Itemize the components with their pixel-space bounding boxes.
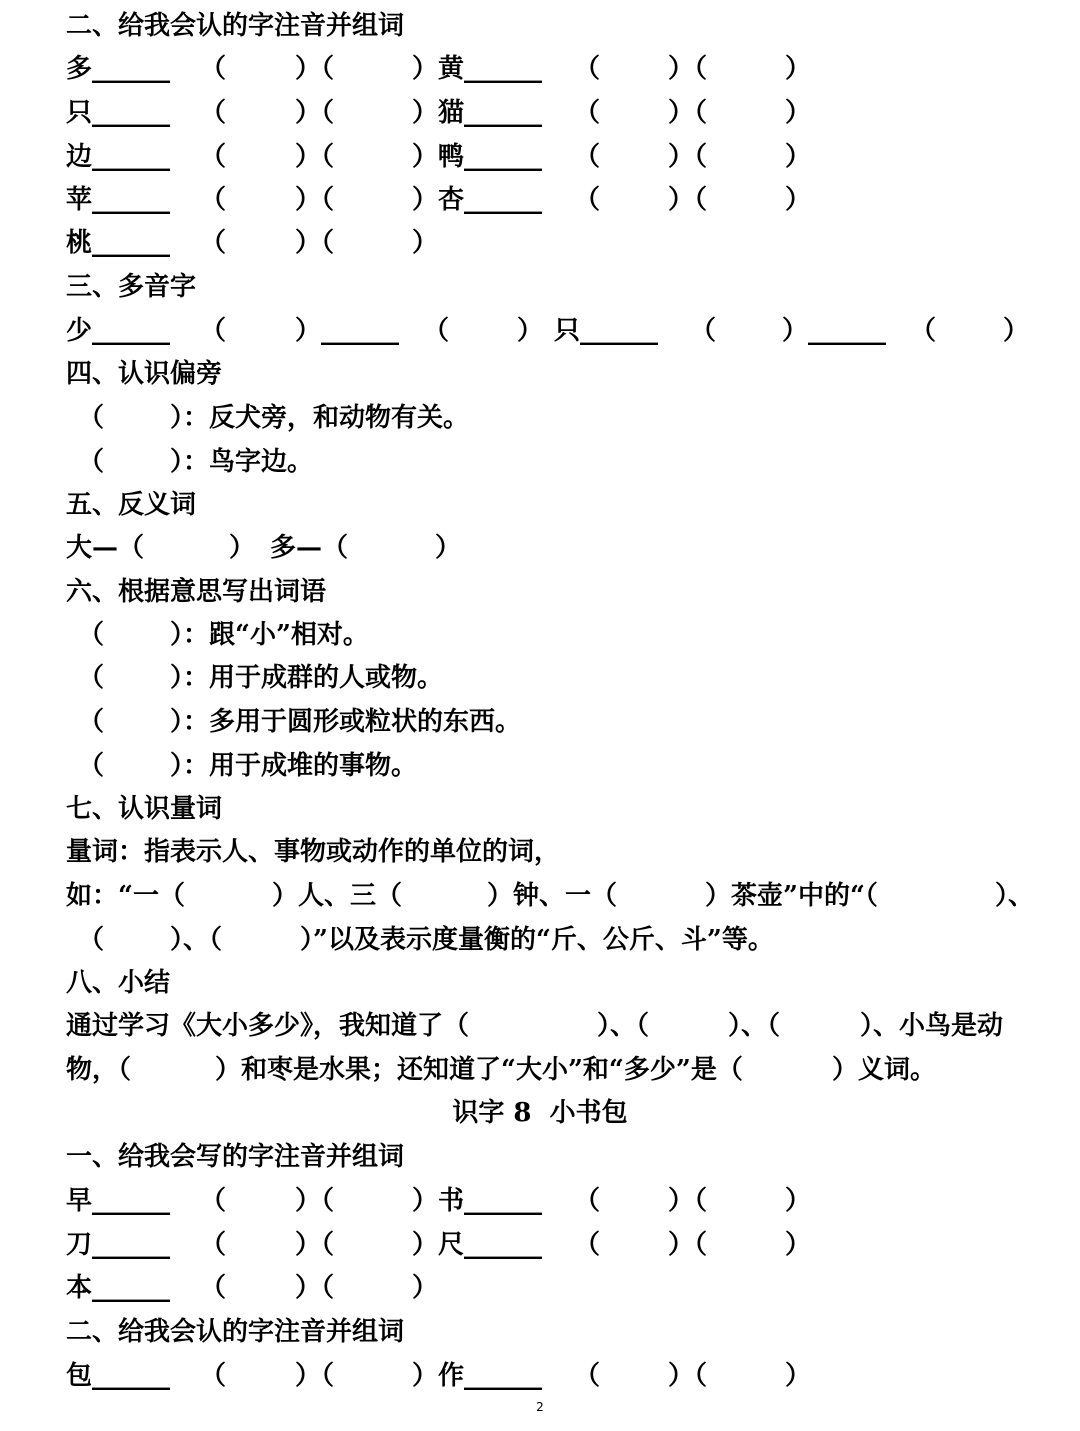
exercise-segment: （ bbox=[200, 142, 227, 172]
exercise-segment: 多______ bbox=[66, 54, 171, 84]
exercise-segment: （ bbox=[690, 316, 717, 346]
exercise-segment: （ bbox=[574, 98, 601, 128]
exercise-segment: （ bbox=[200, 1361, 227, 1391]
section-heading bbox=[0, 5, 1080, 47]
exercise-segment: 桃______ bbox=[66, 228, 171, 258]
exercise-segment: （ bbox=[574, 1230, 601, 1260]
exercise-line bbox=[0, 1180, 1080, 1222]
section-heading bbox=[0, 353, 1080, 395]
line-text: 二、给我会认的字注音并组词 bbox=[66, 1317, 405, 1347]
exercise-line bbox=[0, 136, 1080, 178]
section-heading bbox=[0, 571, 1080, 613]
exercise-segment: ）：跟“小”相对。 bbox=[170, 620, 369, 650]
exercise-segment: （ bbox=[200, 316, 227, 346]
line-text: 一、给我会写的字注音并组词 bbox=[66, 1142, 405, 1172]
exercise-segment: ）猫______ bbox=[412, 98, 543, 128]
exercise-segment: （ bbox=[574, 1186, 601, 1216]
exercise-segment: ）（ bbox=[668, 98, 708, 128]
exercise-segment: （ bbox=[574, 1361, 601, 1391]
exercise-segment: 通过学习《大小多少》，我知道了（ bbox=[66, 1011, 470, 1041]
exercise-line bbox=[0, 222, 1080, 264]
exercise-segment: 大—（ bbox=[66, 533, 145, 563]
exercise-segment: ）、（ bbox=[170, 925, 223, 955]
exercise-segment: ） bbox=[785, 1230, 812, 1260]
exercise-segment: ） bbox=[1003, 316, 1030, 346]
exercise-line bbox=[0, 441, 1080, 483]
exercise-segment: ）（ bbox=[295, 228, 335, 258]
exercise-segment: ） bbox=[517, 316, 544, 346]
exercise-segment: ） bbox=[412, 228, 439, 258]
exercise-segment: ）（ bbox=[295, 1273, 335, 1303]
line-text: 七、认识量词 bbox=[66, 794, 223, 824]
exercise-segment: （ bbox=[78, 620, 105, 650]
exercise-segment: （ bbox=[910, 316, 937, 346]
exercise-segment: ） bbox=[785, 98, 812, 128]
exercise-segment: （ bbox=[78, 403, 105, 433]
exercise-segment: 包______ bbox=[66, 1361, 171, 1391]
line-text: 五、反义词 bbox=[66, 490, 197, 520]
exercise-line bbox=[0, 701, 1080, 743]
exercise-segment: ）（ bbox=[668, 54, 708, 84]
exercise-segment: ）、小鸟是动 bbox=[860, 1011, 1004, 1041]
exercise-segment: ）尺______ bbox=[412, 1230, 543, 1260]
exercise-segment: ）（ bbox=[295, 1361, 335, 1391]
exercise-segment: ）（ bbox=[668, 142, 708, 172]
exercise-segment: 只______ bbox=[66, 98, 171, 128]
exercise-line bbox=[0, 92, 1080, 134]
exercise-segment: ）______ bbox=[295, 316, 400, 346]
exercise-segment: （ bbox=[200, 1273, 227, 1303]
exercise-segment: ）”以及表示度量衡的“斤、公斤、斗”等。 bbox=[300, 925, 774, 955]
exercise-segment: 刀______ bbox=[66, 1230, 171, 1260]
exercise-segment: （ bbox=[78, 925, 105, 955]
exercise-segment: （ bbox=[78, 447, 105, 477]
exercise-segment: ）茶壶”中的“（ bbox=[705, 881, 878, 911]
exercise-segment: ）杏______ bbox=[412, 185, 543, 215]
exercise-segment: ） bbox=[412, 1273, 439, 1303]
exercise-line bbox=[0, 527, 1080, 569]
exercise-segment: 边______ bbox=[66, 142, 171, 172]
exercise-line bbox=[0, 310, 1080, 352]
section-heading bbox=[0, 1136, 1080, 1178]
exercise-segment: ） bbox=[435, 533, 462, 563]
exercise-segment: ）（ bbox=[668, 1186, 708, 1216]
exercise-line bbox=[0, 1355, 1080, 1397]
exercise-segment: ）（ bbox=[668, 1230, 708, 1260]
exercise-segment: ）（ bbox=[668, 1361, 708, 1391]
exercise-segment: 少______ bbox=[66, 316, 171, 346]
page-number: 2 bbox=[536, 1400, 544, 1414]
exercise-segment: ）鸭______ bbox=[412, 142, 543, 172]
exercise-line bbox=[0, 614, 1080, 656]
exercise-line bbox=[0, 1267, 1080, 1309]
exercise-segment: （ bbox=[200, 54, 227, 84]
exercise-segment: ）：多用于圆形或粒状的东西。 bbox=[170, 707, 522, 737]
exercise-line bbox=[0, 397, 1080, 439]
exercise-segment: （ bbox=[200, 185, 227, 215]
exercise-segment: ）黄______ bbox=[412, 54, 543, 84]
exercise-segment: ）人、三（ bbox=[272, 881, 403, 911]
exercise-segment: ）：鸟字边。 bbox=[170, 447, 314, 477]
exercise-segment: （ bbox=[78, 707, 105, 737]
section-heading bbox=[0, 962, 1080, 1004]
exercise-segment: ）义词。 bbox=[832, 1055, 937, 1085]
text-line bbox=[0, 831, 1080, 873]
exercise-segment: 如：“一（ bbox=[66, 881, 185, 911]
exercise-line bbox=[0, 1005, 1080, 1047]
exercise-segment: （ bbox=[78, 663, 105, 693]
exercise-segment: ）作______ bbox=[412, 1361, 543, 1391]
exercise-segment: ） bbox=[785, 54, 812, 84]
exercise-segment: ）和枣是水果；还知道了“大小”和“多少”是（ bbox=[215, 1055, 743, 1085]
exercise-segment: ）：用于成堆的事物。 bbox=[170, 751, 418, 781]
exercise-segment: ）______ bbox=[782, 316, 887, 346]
exercise-segment: ） bbox=[785, 185, 812, 215]
section-heading bbox=[0, 1311, 1080, 1353]
line-text: 八、小结 bbox=[66, 968, 171, 998]
exercise-segment: 多—（ bbox=[270, 533, 349, 563]
exercise-line bbox=[0, 48, 1080, 90]
exercise-line bbox=[0, 745, 1080, 787]
exercise-segment: 苹______ bbox=[66, 185, 171, 215]
exercise-segment: 早______ bbox=[66, 1186, 171, 1216]
exercise-segment: ） bbox=[229, 533, 256, 563]
exercise-segment: ）书______ bbox=[412, 1186, 543, 1216]
exercise-segment: 物，（ bbox=[66, 1055, 132, 1085]
exercise-segment: （ bbox=[200, 1186, 227, 1216]
exercise-segment: ）（ bbox=[295, 185, 335, 215]
exercise-segment: （ bbox=[200, 98, 227, 128]
exercise-segment: ）钟、一（ bbox=[487, 881, 618, 911]
exercise-segment: ）、（ bbox=[728, 1011, 781, 1041]
exercise-segment: ）（ bbox=[295, 54, 335, 84]
exercise-line bbox=[0, 657, 1080, 699]
section-heading bbox=[0, 484, 1080, 526]
exercise-segment: （ bbox=[423, 316, 450, 346]
exercise-segment: ）（ bbox=[295, 1186, 335, 1216]
line-text: 二、给我会认的字注音并组词 bbox=[66, 11, 405, 41]
exercise-line bbox=[0, 179, 1080, 221]
exercise-segment: （ bbox=[200, 1230, 227, 1260]
exercise-line bbox=[0, 1224, 1080, 1266]
exercise-segment: ） bbox=[785, 1186, 812, 1216]
exercise-segment: ） bbox=[785, 1361, 812, 1391]
exercise-segment: 本______ bbox=[66, 1273, 171, 1303]
exercise-segment: ）：用于成群的人或物。 bbox=[170, 663, 444, 693]
exercise-segment: 只______ bbox=[554, 316, 659, 346]
exercise-segment: ）、 bbox=[995, 881, 1035, 911]
exercise-segment: ）、（ bbox=[597, 1011, 650, 1041]
exercise-segment: ）：反犬旁，和动物有关。 bbox=[170, 403, 470, 433]
exercise-segment: ） bbox=[785, 142, 812, 172]
line-text: 三、多音字 bbox=[66, 272, 197, 302]
exercise-line bbox=[0, 919, 1080, 961]
exercise-segment: ）（ bbox=[295, 98, 335, 128]
section-heading bbox=[0, 266, 1080, 308]
exercise-segment: （ bbox=[78, 751, 105, 781]
exercise-segment: （ bbox=[574, 185, 601, 215]
exercise-segment: （ bbox=[200, 228, 227, 258]
exercise-segment: （ bbox=[574, 142, 601, 172]
exercise-segment: ）（ bbox=[295, 142, 335, 172]
section-heading bbox=[0, 788, 1080, 830]
exercise-line bbox=[0, 1049, 1080, 1091]
exercise-segment: ）（ bbox=[295, 1230, 335, 1260]
line-text: 量词：指表示人、事物或动作的单位的词， bbox=[66, 837, 561, 867]
exercise-line bbox=[0, 875, 1080, 917]
exercise-segment: （ bbox=[574, 54, 601, 84]
lesson-title: 识字 8 小书包 bbox=[452, 1098, 628, 1128]
line-text: 四、认识偏旁 bbox=[66, 359, 223, 389]
exercise-segment: ）（ bbox=[668, 185, 708, 215]
line-text: 六、根据意思写出词语 bbox=[66, 577, 327, 607]
